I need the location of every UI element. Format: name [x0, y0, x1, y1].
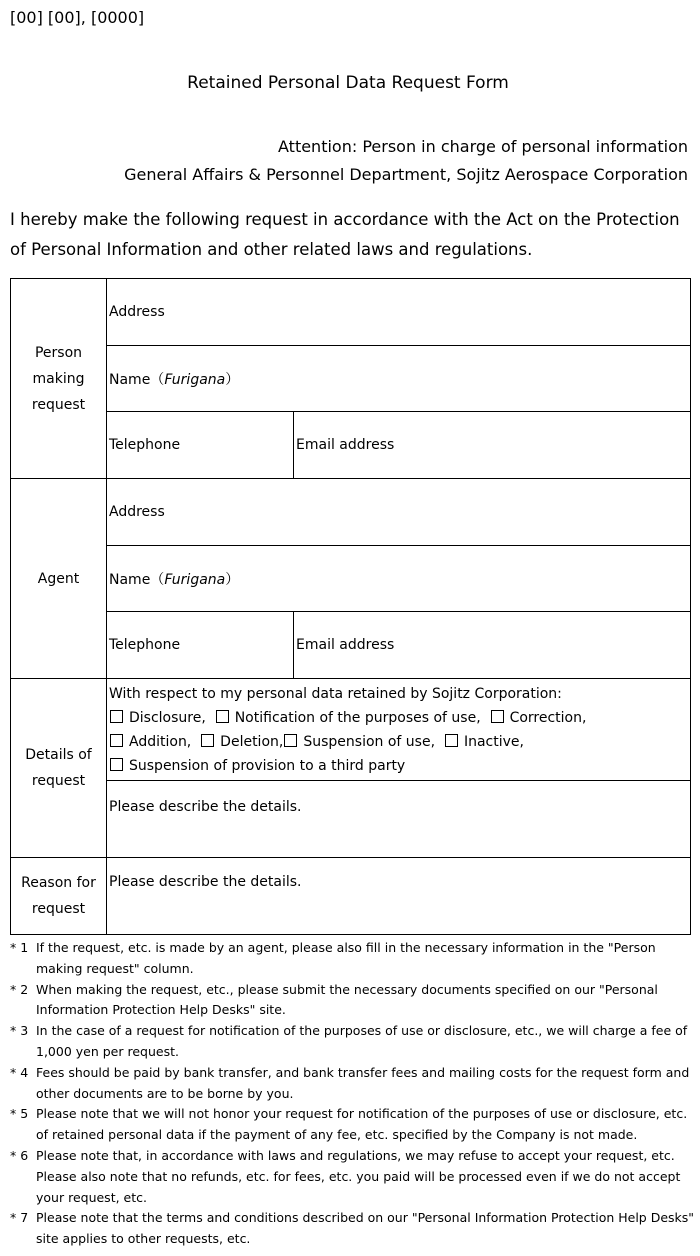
- date-field: [00] [00], [0000]: [10, 8, 145, 27]
- checkbox-suspension-third-party[interactable]: [110, 758, 123, 771]
- footnote: * 1 If the request, etc. is made by an agent, please also fill in the necessary information in the "Person making request" column.: [10, 940, 656, 976]
- person-email-field[interactable]: [294, 412, 691, 479]
- agent-email-label: Email address: [296, 637, 395, 653]
- person-address-label: Address: [109, 304, 165, 320]
- request-type-checkboxes: With respect to my personal data retained by Sojitz Corporation: Disclosure, Notification of the purposes of use, Correction, Addition, Deletion, Suspension of use, Inactive, Suspension of provision to a third party: [107, 679, 691, 781]
- footnote: * 3 In the case of a request for notification of the purposes of use or disclosure, etc., we will charge a fee of 1,000 yen per request.: [10, 1023, 688, 1059]
- reason-description-prompt: Please describe the details.: [109, 874, 302, 890]
- agent-address-field[interactable]: [107, 479, 691, 546]
- checkbox-suspension-of-use[interactable]: [284, 734, 297, 747]
- checkbox-addition[interactable]: [110, 734, 123, 747]
- agent-telephone-field[interactable]: [107, 612, 294, 679]
- checkbox-inactive[interactable]: [445, 734, 458, 747]
- attention-line-2: General Affairs & Personnel Department, Sojitz Aerospace Corporation: [124, 165, 688, 184]
- form-title-text: Retained Personal Data Request Form: [187, 73, 509, 93]
- person-email-label: Email address: [296, 437, 395, 453]
- details-section-heading: Details of request: [11, 679, 107, 858]
- person-name-field[interactable]: Name（Furigana）: [107, 346, 691, 412]
- reason-section-heading: Reason for request: [11, 858, 107, 935]
- person-telephone-field[interactable]: [107, 412, 294, 479]
- person-furigana-label: Furigana: [164, 371, 226, 388]
- agent-furigana-label: Furigana: [164, 571, 226, 588]
- footnote: * 4 Fees should be paid by bank transfer, and bank transfer fees and mailing costs for the request form and other documents are to be borne by you.: [10, 1064, 690, 1101]
- agent-name-label: Name（: [109, 571, 165, 588]
- person-telephone-label: Telephone: [109, 437, 181, 453]
- footnote: * 7 Please note that the terms and conditions described on our "Personal Information Protection Help Desks" site applies to other requests, etc.: [10, 1210, 695, 1247]
- checkbox-correction[interactable]: [491, 710, 504, 723]
- agent-address-label: Address: [109, 504, 165, 520]
- agent-section-heading: Agent: [11, 479, 107, 679]
- intro-statement: I hereby make the following request in accordance with the Act on the Protection of Personal Information and other related laws and regulations.: [10, 210, 680, 259]
- details-description-prompt: Please describe the details.: [109, 799, 302, 815]
- agent-email-field[interactable]: [294, 612, 691, 679]
- footnotes: [10, 938, 695, 1250]
- person-address-field[interactable]: [107, 279, 691, 346]
- reason-description-field[interactable]: [107, 858, 691, 935]
- agent-telephone-label: Telephone: [109, 637, 181, 653]
- details-intro: With respect to my personal data retained by Sojitz Corporation:: [109, 685, 562, 702]
- footnote: * 2 When making the request, etc., please submit the necessary documents specified on our "Personal Information Protection Help Desks" site.: [10, 981, 658, 1018]
- person-name-label: Name（: [109, 371, 165, 388]
- attention-block: [124, 133, 688, 189]
- footnote: * 6 Please note that, in accordance with laws and regulations, we may refuse to accept your request, etc. Please also note that no refunds, etc. for fees, etc. you paid will be processed even if we do not accept your request, etc.: [10, 1147, 681, 1205]
- checkbox-deletion[interactable]: [201, 734, 214, 747]
- agent-name-field[interactable]: Name（Furigana）: [107, 546, 691, 612]
- checkbox-notification-purposes[interactable]: [216, 710, 229, 723]
- details-description-field[interactable]: [107, 781, 691, 858]
- attention-line-1: Attention: Person in charge of personal information: [278, 137, 688, 156]
- request-form-table: [10, 278, 691, 935]
- checkbox-disclosure[interactable]: [110, 710, 123, 723]
- footnote: * 5 Please note that we will not honor your request for notification of the purposes of use or disclosure, etc. of retained personal data if the payment of any fee, etc. specified by the Company is not made.: [10, 1106, 688, 1143]
- person-section-heading: Person making request: [11, 279, 107, 479]
- form-title: [0, 73, 700, 93]
